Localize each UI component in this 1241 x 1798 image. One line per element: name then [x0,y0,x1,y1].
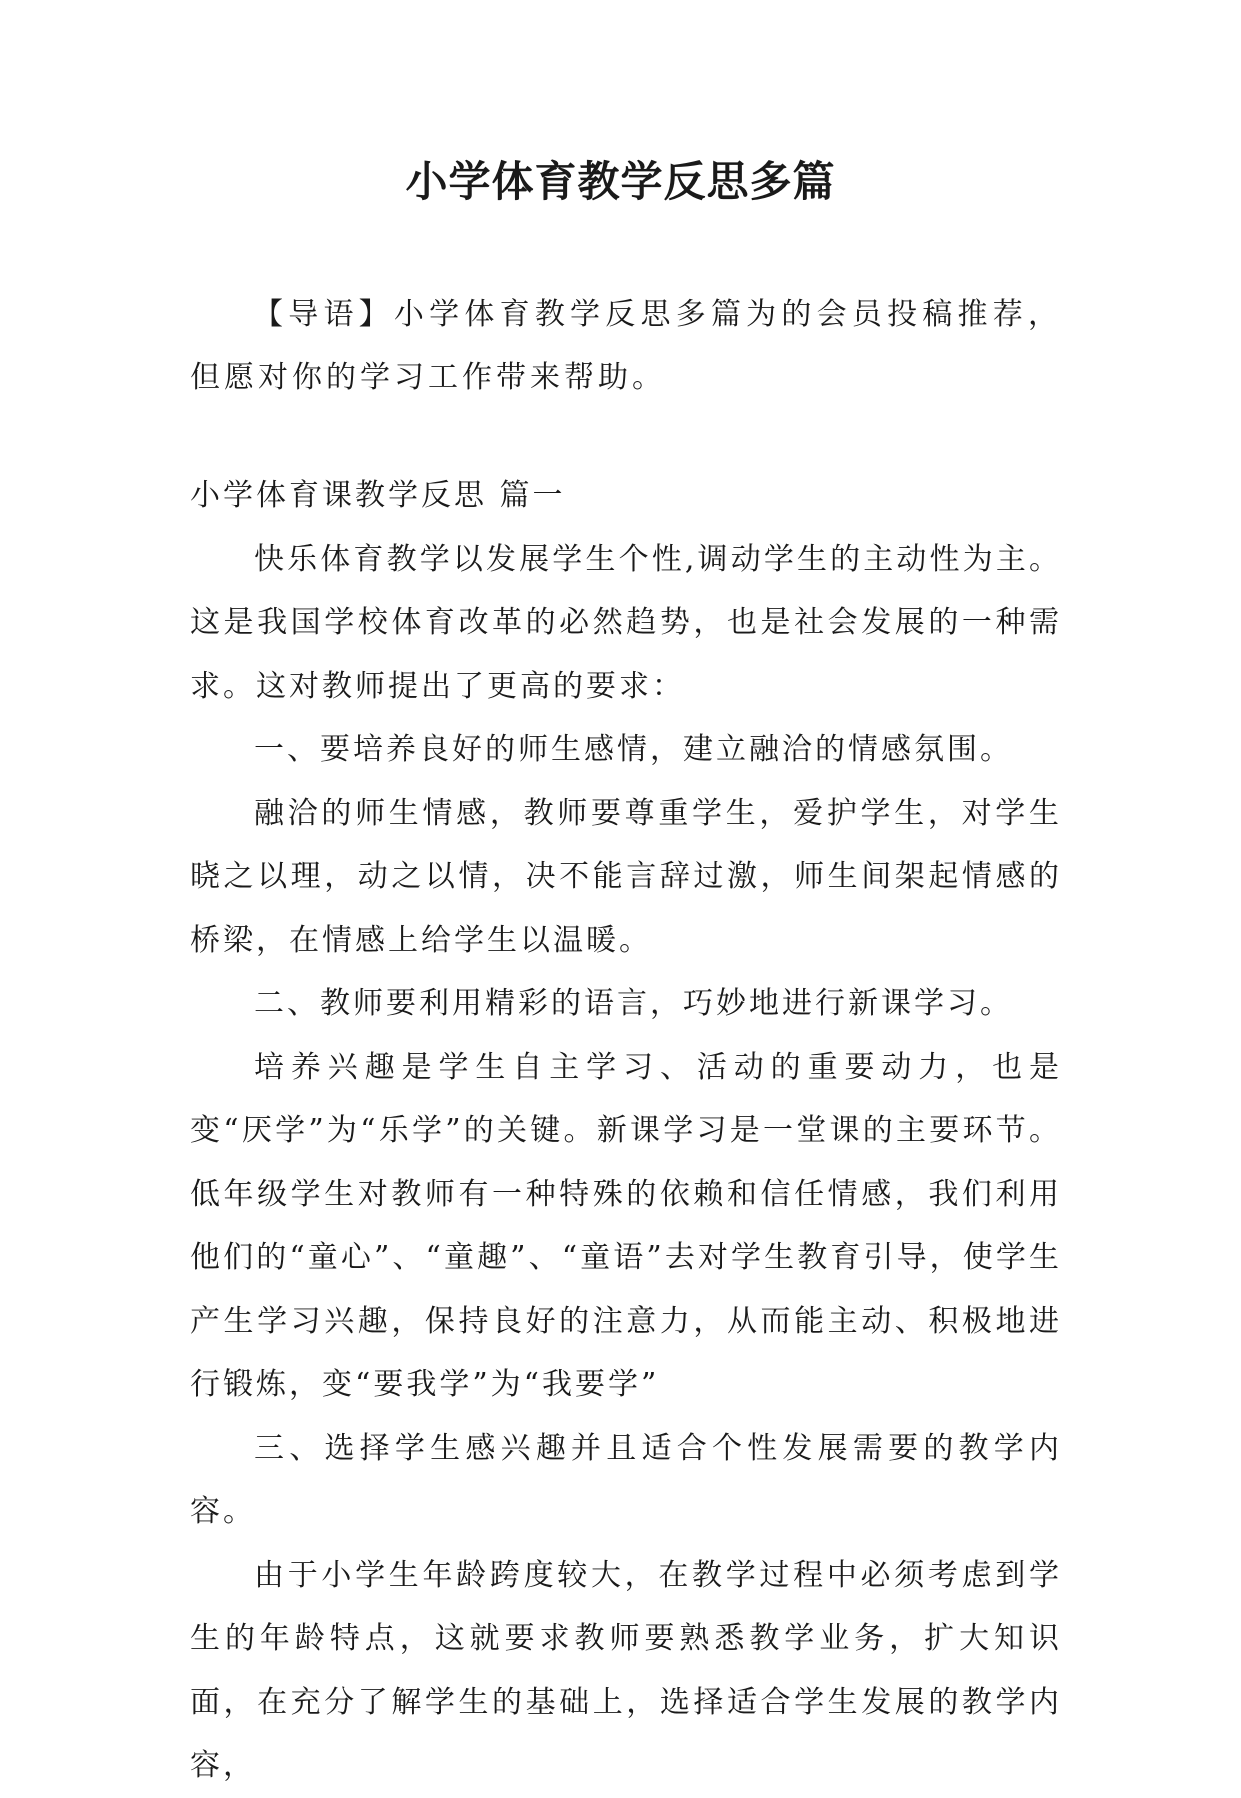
body-paragraph: 由于小学生年龄跨度较大，在教学过程中必须考虑到学生的年龄特点，这就要求教师要熟悉教学业务，扩大知识面，在充分了解学生的基础上，选择适合学生发展的教学内容， [190,1557,1062,1783]
body-paragraph: 培养兴趣是学生自主学习、活动的重要动力，也是变“厌学”为“乐学”的关键。新课学习是一堂课的主要环节。低年级学生对教师有一种特殊的依赖和信任情感，我们利用他们的“童心”、“童趣”、“童语”去对学生教育引导，使学生产生学习兴趣，保持良好的注意力，从而能主动、积极地进行锻炼，变“要我学”为“我要学” [190,1049,1062,1402]
section-heading: 小学体育课教学反思 篇一 [190,478,566,513]
body-paragraph: 快乐体育教学以发展学生个性,调动学生的主动性为主。这是我国学校体育改革的必然趋势，也是社会发展的一种需求。这对教师提出了更高的要求： [190,541,1062,704]
document-body [190,464,1062,1798]
intro-paragraph: 【导语】小学体育教学反思多篇为的会员投稿推荐，但愿对你的学习工作带来帮助。 [190,297,1062,395]
body-paragraph: 一、要培养良好的师生感情，建立融洽的情感氛围。 [254,732,1013,767]
body-paragraph: 三、选择学生感兴趣并且适合个性发展需要的教学内容。 [190,1430,1062,1529]
body-paragraph: 融洽的师生情感，教师要尊重学生，爱护学生，对学生晓之以理，动之以情，决不能言辞过激，师生间架起情感的桥梁，在情感上给学生以温暖。 [190,795,1062,958]
body-paragraph: 二、教师要利用精彩的语言，巧妙地进行新课学习。 [254,986,1013,1021]
document-title: 小学体育教学反思多篇 [405,157,836,206]
